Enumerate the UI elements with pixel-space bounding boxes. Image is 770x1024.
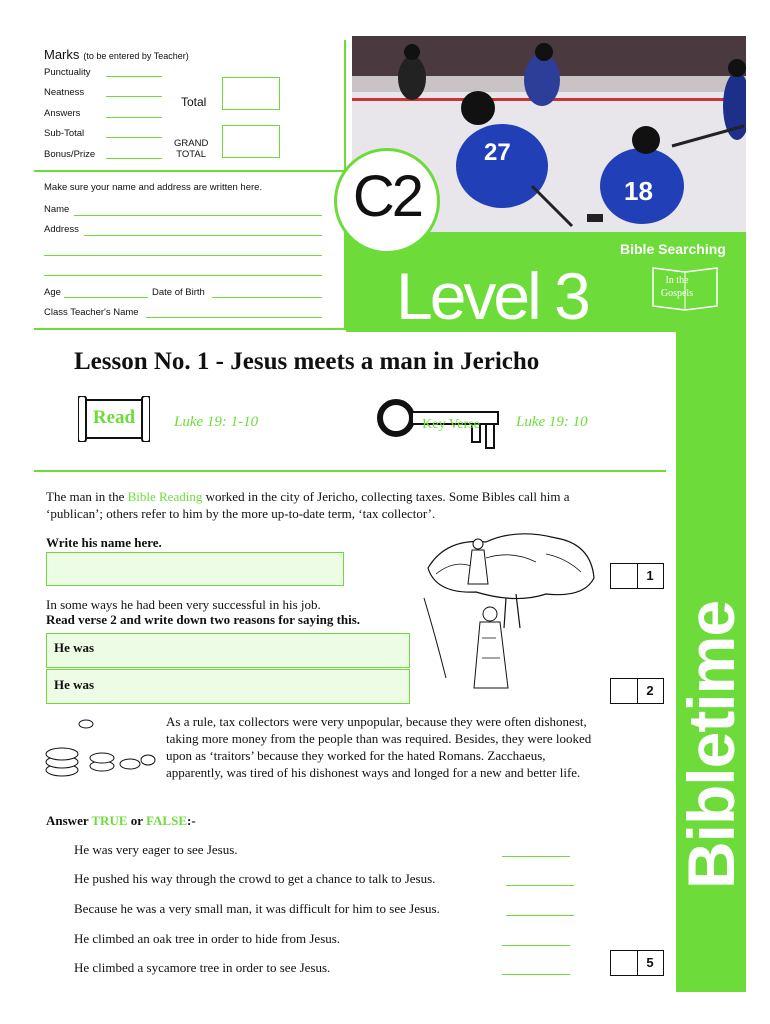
reason-input-1[interactable] [46, 633, 410, 668]
marks-panel [34, 40, 346, 170]
answer-line-2[interactable] [506, 885, 574, 886]
address-note: Make sure your name and address are written here. [44, 182, 263, 193]
gospels-badge: In the Gospels [660, 275, 694, 299]
statement-4: He climbed an oak tree in order to hide from Jesus. [74, 931, 341, 946]
write-name-prompt: Write his name here. [46, 535, 162, 550]
lesson-title: Lesson No. 1 - Jesus meets a man in Jericho [74, 348, 540, 375]
some-ways-text: In some ways he had been very successful in his job. [46, 597, 321, 612]
marks-row-bonus: Bonus/Prize [44, 149, 96, 160]
statement-1: He was very eager to see Jesus. [74, 842, 238, 857]
zacchaeus-tree-illustration [416, 528, 606, 698]
total-label: Total [181, 95, 207, 109]
reason-input-2[interactable] [46, 669, 410, 704]
score-box-1[interactable] [610, 563, 664, 589]
address-field-3[interactable] [44, 275, 322, 276]
answer-line-3[interactable] [506, 915, 574, 916]
subtotal-field[interactable] [106, 137, 162, 138]
teacher-label: Class Teacher's Name [44, 307, 139, 318]
dob-field[interactable] [212, 297, 322, 298]
grand-total-box[interactable] [222, 125, 280, 158]
bonus-field[interactable] [106, 158, 162, 159]
total-box[interactable] [222, 77, 280, 110]
address-label: Address [44, 224, 79, 235]
statement-2: He pushed his way through the crowd to get a chance to talk to Jesus. [74, 871, 436, 886]
punctuality-field[interactable] [106, 76, 162, 77]
name-field[interactable] [74, 215, 322, 216]
statement-3: Because he was a very small man, it was difficult for him to see Jesus. [74, 901, 440, 916]
address-field-1[interactable] [84, 235, 322, 236]
marks-row-punctuality: Punctuality [44, 67, 91, 78]
section-divider [34, 470, 666, 472]
answers-field[interactable] [106, 117, 162, 118]
score-number: 5 [646, 955, 654, 970]
tax-collector-paragraph: As a rule, tax collectors were very unpopular, because they were often dishonest, taking more money from the people than was required. Besides, they were looked upon as ‘traitors’ because they worked for the hated Romans. Zacchaeus, apparently, was tired of his dishonest ways and longed for a new and better life. [166, 714, 592, 780]
svg-text:27: 27 [484, 139, 511, 166]
read-reference: Luke 19: 1-10 [174, 414, 259, 430]
read-label: Read [92, 407, 136, 428]
neatness-field[interactable] [106, 96, 162, 97]
address-field-2[interactable] [44, 255, 322, 256]
true-false-prompt: Answer TRUE or FALSE:- [46, 813, 196, 828]
key-verse-label: Key Verse [422, 417, 480, 432]
series-title: Bible Searching [620, 241, 726, 257]
grand-total-label: GRAND TOTAL [174, 138, 209, 160]
marks-row-neatness: Neatness [44, 87, 85, 98]
score-box-3[interactable] [610, 950, 664, 976]
marks-row-answers: Answers [44, 108, 81, 119]
answer-line-5[interactable] [502, 974, 570, 975]
dob-label: Date of Birth [152, 287, 205, 298]
answer-line-1[interactable] [502, 856, 570, 857]
marks-row-subtotal: Sub-Total [44, 128, 85, 139]
statement-5: He climbed a sycamore tree in order to see Jesus. [74, 960, 331, 975]
key-verse-reference: Luke 19: 10 [516, 414, 588, 430]
bibletime-vertical-title: Bibletime [674, 600, 748, 890]
score-box-2[interactable] [610, 678, 664, 704]
level-title: Level 3 [396, 259, 588, 333]
read-verse-prompt: Read verse 2 and write down two reasons for saying this. [46, 612, 361, 627]
teacher-field[interactable] [146, 317, 322, 318]
c2-code: C2 [352, 164, 422, 229]
intro-paragraph: The man in the Bible Reading worked in the city of Jericho, collecting taxes. Some Bibles call him a ‘publican’; others refer to him by the more up-to-date term, ‘tax collector’. [46, 489, 570, 521]
coins-illustration [42, 716, 162, 786]
he-was-label-1: He was [54, 640, 95, 655]
age-field[interactable] [64, 297, 148, 298]
score-number: 2 [646, 683, 654, 698]
he-was-label-2: He was [54, 677, 95, 692]
svg-text:18: 18 [624, 176, 653, 206]
answer-line-4[interactable] [502, 945, 570, 946]
address-panel [34, 170, 346, 330]
marks-header: Marks (to be entered by Teacher) [44, 47, 189, 62]
name-label: Name [44, 204, 70, 215]
answer-name-input[interactable] [46, 552, 344, 586]
age-label: Age [44, 287, 61, 298]
score-number: 1 [646, 568, 654, 583]
